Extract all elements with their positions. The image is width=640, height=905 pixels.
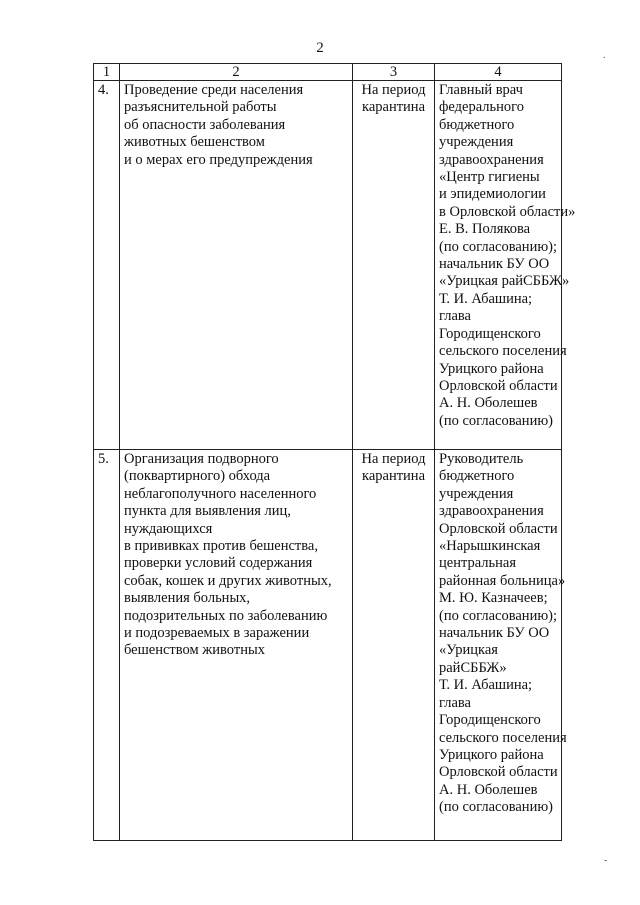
responsible-line: (по согласованию); — [439, 607, 558, 624]
responsible-line: здравоохранения — [439, 503, 544, 520]
activity-cell — [120, 81, 353, 450]
responsible-cell — [435, 81, 576, 450]
table-header-row — [94, 64, 562, 81]
responsible-line: Орловской области — [439, 377, 558, 394]
responsible-line: Орловской области — [439, 520, 558, 537]
responsible-cell — [435, 450, 567, 841]
responsible-line: «Урицкая райСББЖ» — [439, 273, 570, 290]
responsible-line: Руководитель — [439, 451, 524, 467]
activity-line: проверки условий содержания — [124, 555, 313, 572]
scan-speck: - — [604, 855, 608, 866]
period-line: карантина — [362, 468, 425, 485]
responsible-line: бюджетного — [439, 468, 515, 485]
responsible-line: федерального — [439, 99, 524, 116]
activity-cell — [120, 450, 353, 841]
responsible-line: здравоохранения — [439, 151, 544, 168]
responsible-line: Урицкого района — [439, 746, 544, 763]
period-line: На период — [361, 82, 426, 98]
responsible-line: А. Н. Оболешев — [439, 781, 538, 798]
responsible-line: Главный врач — [439, 82, 523, 98]
responsible-line: Городищенского — [439, 325, 541, 342]
activity-line: пункта для выявления лиц, — [124, 503, 291, 520]
activity-line: нуждающихся — [124, 520, 213, 537]
responsible-line: и эпидемиологии — [439, 186, 546, 203]
period-cell — [353, 450, 435, 841]
responsible-line: Т. И. Абашина; — [439, 290, 533, 307]
table-row — [94, 450, 562, 841]
header-col-2: 2 — [120, 64, 353, 81]
activity-line: собак, кошек и других животных, — [124, 572, 332, 589]
activity-line: (поквартирного) обхода — [124, 468, 271, 485]
activity-line: в прививках против бешенства, — [124, 538, 318, 555]
responsible-line: центральная — [439, 555, 516, 572]
period-line: карантина — [362, 99, 425, 116]
header-col-4: 4 — [435, 64, 562, 81]
responsible-line: «Нарышкинская — [439, 538, 541, 555]
activity-line: об опасности заболевания — [124, 116, 286, 133]
responsible-line: учреждения — [439, 485, 514, 502]
activity-line: Проведение среди населения — [124, 82, 304, 98]
activity-line: Организация подворного — [124, 451, 279, 467]
responsible-line: райСББЖ» — [439, 659, 507, 676]
period-line: На период — [361, 451, 426, 467]
responsible-line: учреждения — [439, 134, 514, 151]
responsible-line: (по согласованию) — [439, 799, 553, 816]
responsible-line: бюджетного — [439, 116, 515, 133]
scan-speck: . — [603, 50, 606, 61]
row-number: 5. — [94, 450, 120, 841]
responsible-line: (по согласованию) — [439, 412, 553, 429]
period-cell — [353, 81, 435, 450]
activity-line: разъяснительной работы — [124, 99, 277, 116]
responsible-line: в Орловской области» — [439, 203, 576, 220]
table-row — [94, 81, 562, 450]
responsible-line: Городищенского — [439, 712, 541, 729]
measures-table — [93, 63, 576, 841]
responsible-line: Е. В. Полякова — [439, 221, 531, 238]
responsible-line: «Центр гигиены — [439, 169, 540, 186]
responsible-line: Урицкого района — [439, 360, 544, 377]
responsible-line: сельского поселения — [439, 343, 567, 360]
activity-line: и о мерах его предупреждения — [124, 151, 313, 168]
header-col-3: 3 — [353, 64, 435, 81]
activity-line: бешенством животных — [124, 642, 265, 659]
responsible-line: А. Н. Оболешев — [439, 395, 538, 412]
responsible-line: районная больница» — [439, 572, 566, 589]
activity-line: и подозреваемых в заражении — [124, 625, 310, 642]
responsible-line: начальник БУ ОО — [439, 625, 550, 642]
page-number: 2 — [316, 40, 324, 56]
row-number: 4. — [94, 81, 120, 450]
responsible-line: начальник БУ ОО — [439, 256, 550, 273]
responsible-line: сельского поселения — [439, 729, 567, 746]
activity-line: подозрительных по заболеванию — [124, 607, 328, 624]
activity-line: неблагополучного населенного — [124, 485, 317, 502]
responsible-line: «Урицкая — [439, 642, 498, 659]
responsible-line: глава — [439, 308, 471, 325]
header-col-1: 1 — [94, 64, 120, 81]
responsible-line: Т. И. Абашина; — [439, 677, 533, 694]
responsible-line: Орловской области — [439, 764, 558, 781]
activity-line: животных бешенством — [124, 134, 265, 151]
responsible-line: М. Ю. Казначеев; — [439, 590, 548, 607]
responsible-line: (по согласованию); — [439, 238, 558, 255]
responsible-line: глава — [439, 694, 471, 711]
activity-line: выявления больных, — [124, 590, 251, 607]
